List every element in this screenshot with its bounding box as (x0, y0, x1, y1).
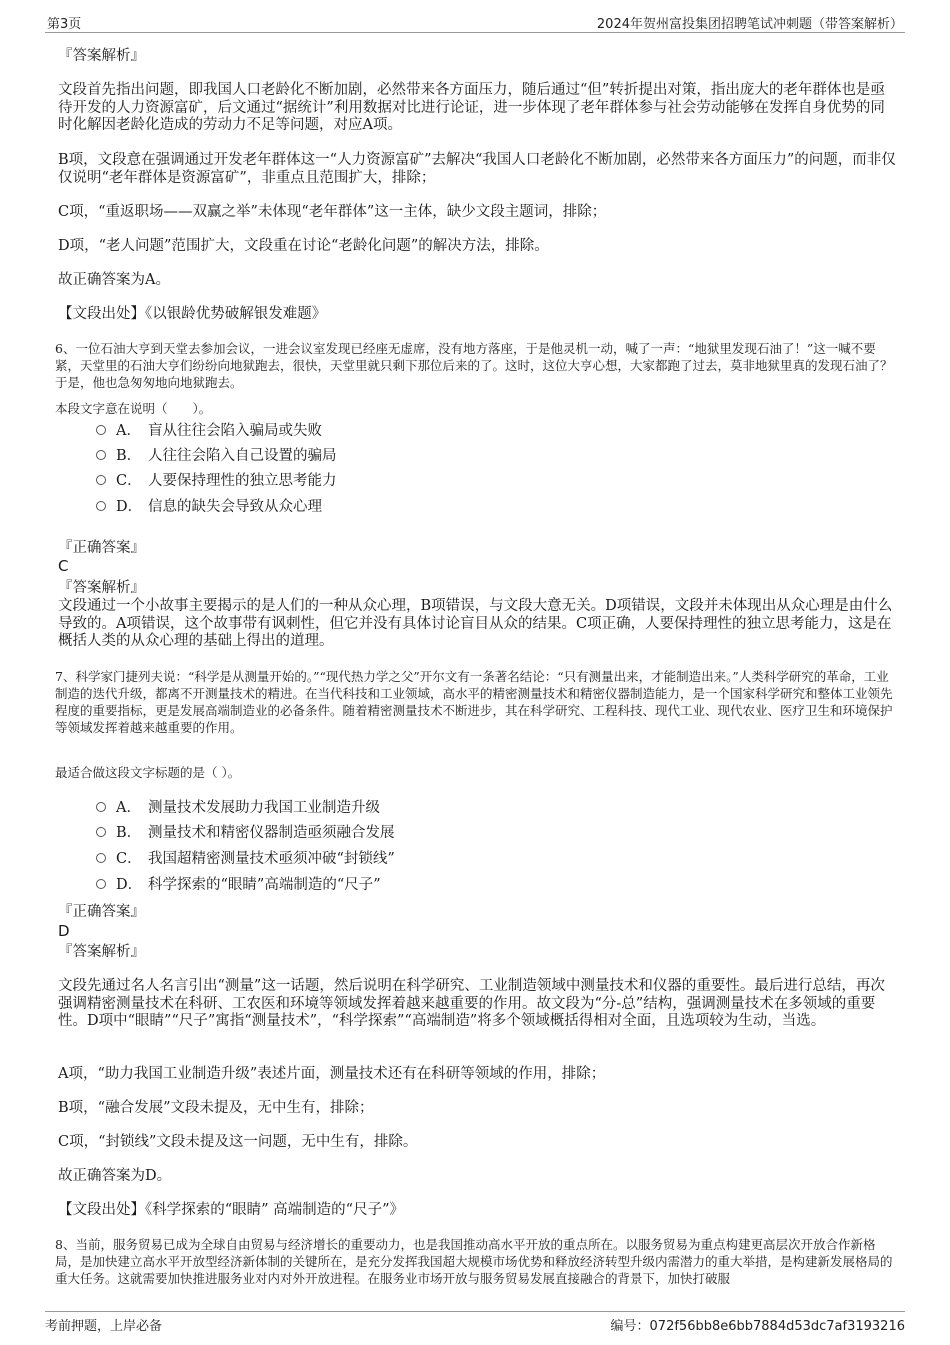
radio-icon[interactable] (96, 450, 106, 460)
page-number: 第3页 (47, 17, 82, 32)
document-code-label: 编号： (610, 1319, 650, 1334)
correct-answer: D (58, 922, 70, 940)
source-citation: 【文段出处】《以银龄优势破解银发难题》 (58, 306, 327, 322)
document-code-value: 072f56bb8e6bb7884d53dc7af3193216 (649, 1319, 905, 1334)
option-c[interactable]: C． 人要保持理性的独立思考能力 (96, 470, 337, 492)
option-a[interactable]: A． 测量技术发展助力我国工业制造升级 (96, 797, 380, 819)
analysis-paragraph: B项，文段意在强调通过开发老年群体这一“人力资源富矿”去解决“我国人口老龄化不断加剧，必然带来各方面压力”的问题，而非仅仅说明“老年群体是资源富矿”，非重点且范围扩大，排除； (58, 152, 896, 186)
correct-answer-label: 『正确答案』 (58, 904, 145, 920)
analysis-paragraph: 文段通过一个小故事主要揭示的是人们的一种从众心理，B项错误，与文段大意无关。D项错误，文段并未体现出从众心理是由什么导致的。A项错误，这个故事带有讽刺性，但它并没有具体讨论盲目从众的结果。C项正确，人要保持理性的独立思考能力，这是在概括人类的从众心理的基础上得出的道理。 (58, 598, 893, 649)
analysis-paragraph: C项，“重返职场——双赢之举”未体现“老年群体”这一主体，缺少文段主题词，排除； (58, 204, 607, 220)
analysis-paragraph: 文段首先指出问题，即我国人口老龄化不断加剧，必然带来各方面压力，随后通过“但”转折提出对策，指出庞大的老年群体也是亟待开发的人力资源富矿，后文通过“据统计”利用数据对比进行论证，进一步体现了老年群体参与社会劳动能够在发挥自身优势的同时化解因老龄化造成的劳动力不足等问题，对应A项。 (58, 82, 885, 133)
analysis-label: 『答案解析』 (58, 48, 145, 64)
analysis-label: 『答案解析』 (58, 580, 145, 596)
option-b[interactable]: B． 测量技术和精密仪器制造亟须融合发展 (96, 822, 395, 844)
radio-icon[interactable] (96, 802, 106, 812)
option-c[interactable]: C． 我国超精密测量技术亟须冲破“封锁线” (96, 848, 395, 870)
conclusion: 故正确答案为D。 (58, 1168, 172, 1184)
question-prompt: 本段文字意在说明（ ）。 (55, 401, 212, 416)
analysis-paragraph: C项，“封锁线”文段未提及这一问题，无中生有，排除。 (58, 1134, 418, 1150)
radio-icon[interactable] (96, 425, 106, 435)
document-code (611, 1315, 905, 1334)
page-footer (45, 1311, 905, 1334)
conclusion: 故正确答案为A。 (58, 272, 170, 288)
radio-icon[interactable] (96, 475, 106, 485)
correct-answer-label: 『正确答案』 (58, 540, 145, 556)
option-d[interactable]: D． 科学探索的“眼睛”高端制造的“尺子” (96, 874, 381, 896)
source-citation: 【文段出处】《科学探索的“眼睛” 高端制造的“尺子”》 (58, 1202, 405, 1218)
question-prompt: 最适合做这段文字标题的是（ ）。 (55, 765, 241, 780)
question-stem: 7、科学家门捷列夫说：“科学是从测量开始的。”“现代热力学之父”开尔文有一条著名结论：“只有测量出来，才能制造出来。”人类科学研究的革命，工业制造的迭代升级，都离不开测量技术的精进。在当代科技和工业领域，高水平的精密测量技术和精密仪器制造能力，是一个国家科学研究和整体工业领先程度的重要指标，更是发展高端制造业的必备条件。随着精密测量技术不断进步，其在科学研究、工程科技、现代工业、现代农业、医疗卫生和环境保护等领域发挥着越来越重要的作用。 (55, 669, 893, 735)
analysis-paragraph: A项，“助力我国工业制造升级”表述片面，测量技术还有在科研等领域的作用，排除； (58, 1066, 606, 1082)
question-stem: 8、当前，服务贸易已成为全球自由贸易与经济增长的重要动力，也是我国推动高水平开放的重点所在。以服务贸易为重点构建更高层次开放合作新格局，是加快建立高水平开放型经济新体制的关键所在，是充分发挥我国超大规模市场优势和释放经济转型升级内需潜力的重大举措，是构建新发展格局的重大任务。这就需要加快推进服务业对内对外开放进程。在服务业市场开放与服务贸易发展直接融合的背景下，加快打破服 (55, 1237, 893, 1286)
radio-icon[interactable] (96, 879, 106, 889)
document-title: 2024年贺州富投集团招聘笔试冲刺题（带答案解析） (596, 17, 903, 32)
question-stem: 6、一位石油大亨到天堂去参加会议，一进会议室发现已经座无虚席，没有地方落座，于是他灵机一动，喊了一声：“地狱里发现石油了！”这一喊不要紧，天堂里的石油大亨们纷纷向地狱跑去，很快，天堂里就只剩下那位后来的了。这时，这位大亨心想，大家都跑了过去，莫非地狱里真的发现石油了？于是，他也急匆匆地向地狱跑去。 (55, 341, 893, 390)
analysis-paragraph: D项，“老人问题”范围扩大，文段重在讨论“老龄化问题”的解决方法，排除。 (58, 238, 549, 254)
analysis-paragraph: 文段先通过名人名言引出“测量”这一话题，然后说明在科学研究、工业制造领域中测量技术和仪器的重要性。最后进行总结，再次强调精密测量技术在科研、工农医和环境等领域发挥着越来越重要的作用。故文段为“分-总”结构，强调测量技术在多领域的重要性。D项中“眼睛”“尺子”寓指“测量技术”，“科学探索”“高端制造”将多个领域概括得相对全面，且选项较为生动，当选。 (58, 978, 885, 1029)
radio-icon[interactable] (96, 853, 106, 863)
analysis-paragraph: B项，“融合发展”文段未提及，无中生有，排除； (58, 1100, 374, 1116)
option-d[interactable]: D． 信息的缺失会导致从众心理 (96, 496, 322, 518)
option-b[interactable]: B． 人往往会陷入自己设置的骗局 (96, 445, 337, 467)
radio-icon[interactable] (96, 501, 106, 511)
footer-slogan: 考前押题，上岸必备 (45, 1319, 163, 1334)
radio-icon[interactable] (96, 827, 106, 837)
page-header (45, 10, 905, 33)
option-a[interactable]: A． 盲从往往会陷入骗局或失败 (96, 420, 322, 442)
correct-answer: C (58, 557, 69, 575)
analysis-label: 『答案解析』 (58, 944, 145, 960)
